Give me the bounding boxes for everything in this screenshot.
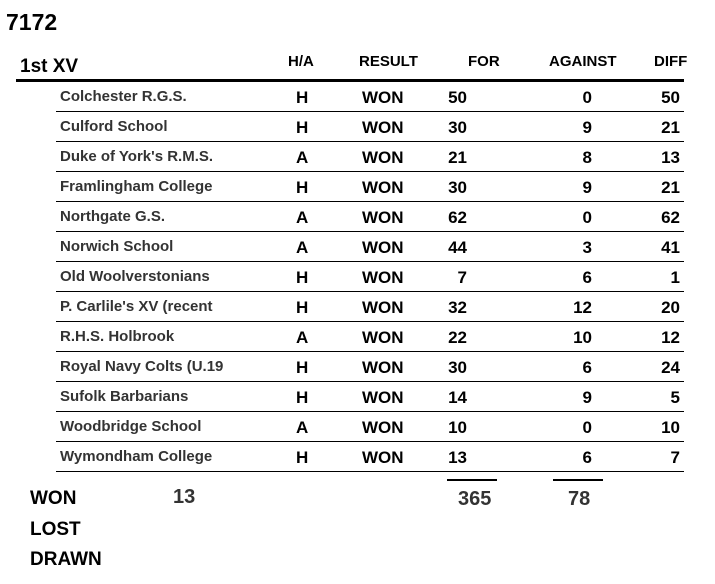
- table-row: [0, 232, 715, 262]
- points-diff-cell: 50: [661, 88, 680, 107]
- table-row: [0, 352, 715, 382]
- opponent-cell: Woodbridge School: [60, 418, 202, 435]
- opponent-cell: R.H.S. Holbrook: [60, 328, 175, 345]
- table-row: [0, 412, 715, 442]
- points-against-cell: 9: [582, 388, 592, 407]
- points-diff-cell: 13: [661, 148, 680, 167]
- table-row: [0, 292, 715, 322]
- home-away-cell: A: [296, 328, 309, 347]
- header-diff: DIFF: [654, 53, 688, 70]
- points-diff-cell: 21: [661, 118, 680, 137]
- points-for-cell: 21: [448, 148, 467, 167]
- header-result: RESULT: [359, 53, 418, 70]
- result-cell: WON: [362, 418, 404, 437]
- opponent-cell: Wymondham College: [60, 448, 213, 465]
- result-cell: WON: [362, 178, 404, 197]
- points-against-cell: 10: [573, 328, 592, 347]
- lost-label: LOST: [30, 519, 81, 540]
- opponent-cell: Royal Navy Colts (U.19: [60, 358, 224, 375]
- points-for-cell: 30: [448, 358, 467, 377]
- table-row: [0, 262, 715, 292]
- result-cell: WON: [362, 298, 404, 317]
- table-row: [0, 382, 715, 412]
- points-against-cell: 6: [582, 448, 592, 467]
- points-for-cell: 14: [448, 388, 467, 407]
- result-cell: WON: [362, 268, 404, 287]
- home-away-cell: A: [296, 208, 309, 227]
- points-against-cell: 8: [582, 148, 592, 167]
- won-label: WON: [30, 488, 77, 509]
- points-diff-cell: 1: [670, 268, 680, 287]
- result-cell: WON: [362, 238, 404, 257]
- table-row: [0, 322, 715, 352]
- opponent-cell: Norwich School: [60, 238, 174, 255]
- points-against-cell: 0: [582, 88, 592, 107]
- points-diff-cell: 24: [661, 358, 680, 377]
- table-row: [0, 442, 715, 472]
- row-divider: [56, 471, 684, 472]
- against-total: 78: [568, 488, 591, 510]
- points-diff-cell: 41: [661, 238, 680, 257]
- points-diff-cell: 5: [670, 388, 680, 407]
- result-cell: WON: [362, 388, 404, 407]
- home-away-cell: H: [296, 178, 309, 197]
- points-for-cell: 13: [448, 448, 467, 467]
- document-title: 7172: [6, 9, 58, 35]
- points-for-cell: 44: [448, 238, 467, 257]
- points-for-cell: 50: [448, 88, 467, 107]
- header-for: FOR: [468, 53, 500, 70]
- home-away-cell: H: [296, 388, 309, 407]
- result-cell: WON: [362, 148, 404, 167]
- for-total-rule: [447, 479, 497, 481]
- points-diff-cell: 7: [670, 448, 680, 467]
- home-away-cell: H: [296, 298, 309, 317]
- team-label: 1st XV: [20, 56, 79, 77]
- home-away-cell: A: [296, 148, 309, 167]
- points-against-cell: 9: [582, 178, 592, 197]
- result-cell: WON: [362, 88, 404, 107]
- won-count: 13: [173, 486, 196, 508]
- points-diff-cell: 12: [661, 328, 680, 347]
- for-total: 365: [458, 488, 492, 510]
- points-for-cell: 30: [448, 118, 467, 137]
- header-against: AGAINST: [549, 53, 617, 70]
- opponent-cell: Culford School: [60, 118, 168, 135]
- opponent-cell: P. Carlile's XV (recent: [60, 298, 213, 315]
- points-against-cell: 0: [582, 418, 592, 437]
- opponent-cell: Duke of York's R.M.S.: [60, 148, 214, 165]
- opponent-cell: Northgate G.S.: [60, 208, 166, 225]
- table-row: [0, 142, 715, 172]
- result-cell: WON: [362, 208, 404, 227]
- points-against-cell: 0: [582, 208, 592, 227]
- home-away-cell: A: [296, 418, 309, 437]
- home-away-cell: H: [296, 88, 309, 107]
- points-for-cell: 32: [448, 298, 467, 317]
- points-diff-cell: 21: [661, 178, 680, 197]
- opponent-cell: Sufolk Barbarians: [60, 388, 189, 405]
- table-row: [0, 82, 715, 112]
- drawn-label: DRAWN: [30, 549, 102, 570]
- points-for-cell: 22: [448, 328, 467, 347]
- table-row: [0, 202, 715, 232]
- home-away-cell: A: [296, 238, 309, 257]
- result-cell: WON: [362, 118, 404, 137]
- opponent-cell: Framlingham College: [60, 178, 213, 195]
- result-cell: WON: [362, 358, 404, 377]
- table-row: [0, 172, 715, 202]
- points-against-cell: 9: [582, 118, 592, 137]
- points-against-cell: 12: [573, 298, 592, 317]
- header-ha: H/A: [288, 53, 314, 70]
- table-row: [0, 112, 715, 142]
- points-diff-cell: 20: [661, 298, 680, 317]
- result-cell: WON: [362, 328, 404, 347]
- results-table: [0, 82, 715, 472]
- points-against-cell: 3: [582, 238, 592, 257]
- opponent-cell: Colchester R.G.S.: [60, 88, 187, 105]
- points-against-cell: 6: [582, 268, 592, 287]
- points-for-cell: 62: [448, 208, 467, 227]
- points-diff-cell: 62: [661, 208, 680, 227]
- home-away-cell: H: [296, 448, 309, 467]
- opponent-cell: Old Woolverstonians: [60, 268, 210, 285]
- home-away-cell: H: [296, 358, 309, 377]
- points-for-cell: 30: [448, 178, 467, 197]
- points-against-cell: 6: [582, 358, 592, 377]
- against-total-rule: [553, 479, 603, 481]
- home-away-cell: H: [296, 118, 309, 137]
- home-away-cell: H: [296, 268, 309, 287]
- points-for-cell: 7: [457, 268, 467, 287]
- points-for-cell: 10: [448, 418, 467, 437]
- points-diff-cell: 10: [661, 418, 680, 437]
- result-cell: WON: [362, 448, 404, 467]
